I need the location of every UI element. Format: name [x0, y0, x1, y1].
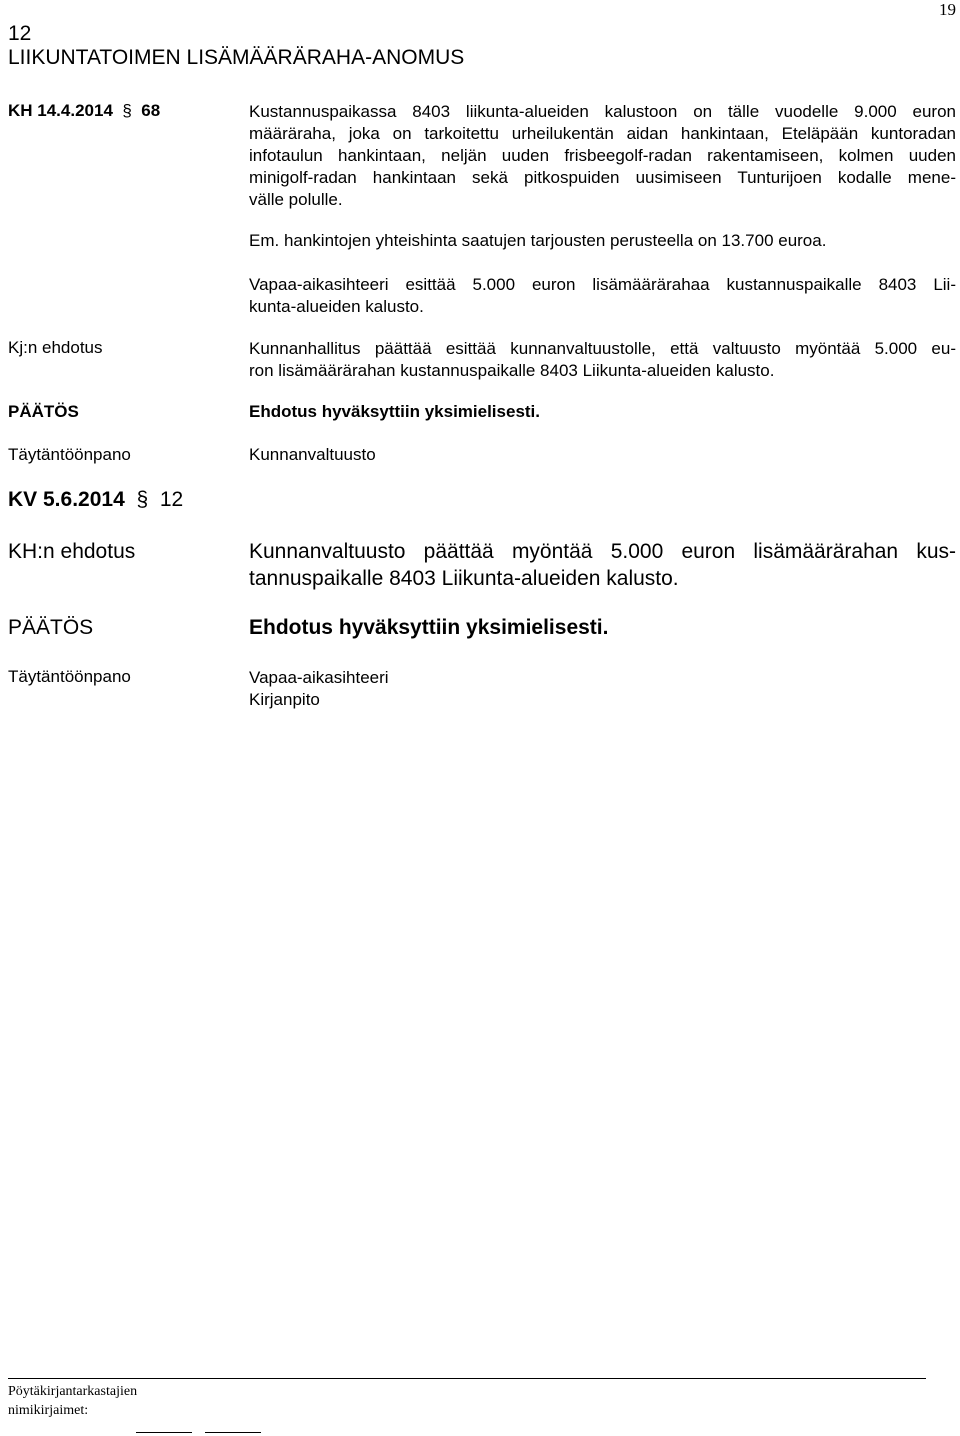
- kj-proposal-label: Kj:n ehdotus: [8, 338, 103, 357]
- kv-execution-label: Täytäntöönpano: [8, 667, 131, 686]
- page-number: 19: [939, 0, 956, 19]
- kv-meeting-paragraph: 12: [159, 488, 184, 511]
- secretary-proposal: [249, 274, 956, 318]
- paragraph-sign-icon: §: [130, 488, 154, 511]
- body-line: minigolf-radan hankintaan sekä pitkospuiden uusimiseen Tunturijoen kodalle mene-: [249, 168, 956, 187]
- kh-execution-label: Täytäntöönpano: [8, 445, 131, 464]
- recipient: Vapaa-aikasihteeri: [249, 668, 389, 687]
- kh-meeting-reference: [8, 101, 160, 121]
- footer-initials-label: [8, 1382, 137, 1420]
- footer-divider: [8, 1378, 926, 1379]
- kj-proposal-text: [249, 338, 956, 382]
- kh-proposal-text: [249, 538, 956, 592]
- body-line: Kunnanvaltuusto päättää myöntää 5.000 euron lisämäärärahan kus-: [249, 540, 956, 563]
- body-line: tannuspaikalle 8403 Liikunta-alueiden kalusto.: [249, 567, 679, 590]
- body-line: Vapaa-aikasihteeri esittää 5.000 euron lisämäärärahaa kustannuspaikalle 8403 Lii-: [249, 275, 956, 294]
- initials-line: [136, 1432, 192, 1433]
- kv-meeting-reference: [8, 488, 183, 512]
- kh-meeting-label: KH 14.4.2014: [8, 101, 113, 120]
- footer-label-line: Pöytäkirjantarkastajien: [8, 1384, 138, 1399]
- body-line: ron lisämäärärahan kustannuspaikalle 8403 Liikunta-alueiden kalusto.: [249, 361, 775, 380]
- kv-meeting-label: KV 5.6.2014: [8, 488, 125, 511]
- kv-execution-recipients: [249, 667, 389, 711]
- initials-line: [205, 1432, 261, 1433]
- paragraph-sign-icon: §: [117, 101, 137, 120]
- body-line: Kunnanhallitus päättää esittää kunnanvaltuustolle, että valtuusto myöntää 5.000 eu-: [249, 339, 956, 358]
- section-title: LIIKUNTATOIMEN LISÄMÄÄRÄRAHA-ANOMUS: [8, 46, 465, 69]
- kh-background-text: [249, 101, 956, 211]
- recipient: Kirjanpito: [249, 690, 320, 709]
- body-line: välle polulle.: [249, 190, 343, 209]
- body-line: kunta-alueiden kalusto.: [249, 297, 424, 316]
- body-line: määräraha, joka on tarkoitettu urheilukentän aidan hankintaan, Eteläpään kuntoradan: [249, 124, 956, 143]
- kh-decision-label: PÄÄTÖS: [8, 402, 79, 421]
- kh-decision-text: Ehdotus hyväksyttiin yksimielisesti.: [249, 402, 541, 421]
- kh-execution-text: Kunnanvaltuusto: [249, 445, 376, 464]
- body-line: Kustannuspaikassa 8403 liikunta-alueiden kalustoon on tälle vuodelle 9.000 euron: [249, 102, 956, 121]
- kv-decision-text: Ehdotus hyväksyttiin yksimielisesti.: [249, 616, 609, 639]
- section-number: 12: [8, 22, 32, 45]
- body-line: infotaulun hankintaan, neljän uuden frisbeegolf-radan rakentamiseen, kolmen uuden: [249, 146, 956, 165]
- kv-decision-label: PÄÄTÖS: [8, 616, 94, 639]
- kh-meeting-paragraph: 68: [141, 101, 161, 120]
- cost-note: Em. hankintojen yhteishinta saatujen tarjousten perusteella on 13.700 euroa.: [249, 231, 827, 250]
- kh-proposal-label: KH:n ehdotus: [8, 540, 136, 563]
- footer-label-line: nimikirjaimet:: [8, 1403, 89, 1418]
